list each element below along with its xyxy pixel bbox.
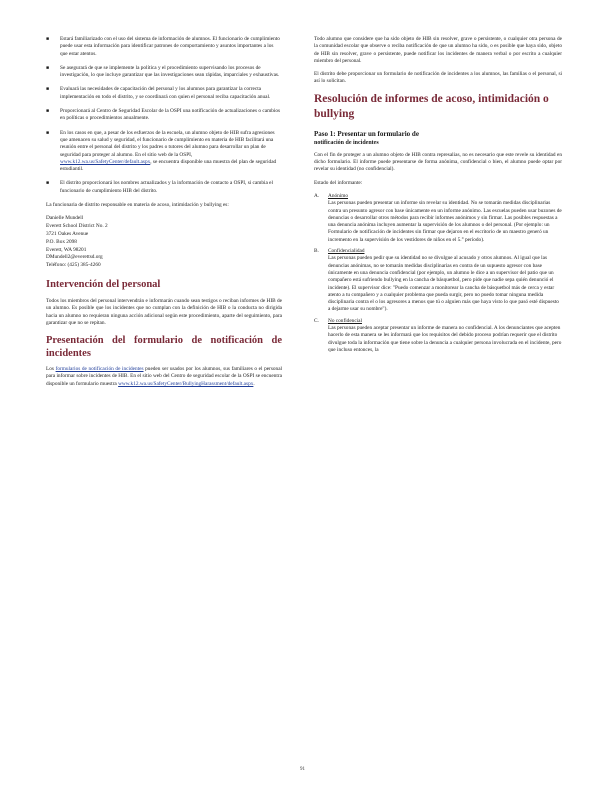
option-text: Las personas pueden presentar un informe sin revelar su identidad. No se tomarán medidas disciplinarias contra un presunto agresor con base únicamente en un informe anónimo. Las escuelas pueden usar buzones de denuncias o desarrollar otros métodos para recibir informes anónimos y sin firmar. Las posibles respuestas a una denuncia anónima incluyen aumentar la supervisión de los alumnos o del personal. (Por ejemplo: un Formulario de notificación de incidentes sin firmar que dejaron en el escritorio de un maestro generó un incremento en la supervisión de los vestidores de niños en el 5.° período). bbox=[328, 200, 562, 243]
option-text: Las personas pueden pedir que su identidad no se divulgue al acusado y otros alumnos. Al igual que las denuncias anónimas, no se tomarán medidas disciplinarias en contra de un supuesto agresor con base únicamente en una denuncia confidencial (por ejemplo, un alumno le dice a un supervisor del patio que un compañero está sufriendo bullying en la cancha de básquetbol, pero pide que nadie sepa quién denunció el incidente). El supervisor dice: "Puedo comenzar a monitorear la cancha de básquetbol más de cerca y estar atento a tu compañero y a cualquier problema que pueda surgir, pero no puedo tomar ninguna medida disciplinaria contra el o los agresores a menos que tú o alguien más que haya visto lo que pasó esté dispuesto a dejarme usar su nombre"). bbox=[328, 255, 559, 313]
bullet-text: En los casos en que, a pesar de los esfuerzos de la escuela, un alumno objeto de HIB sufra agresiones que amenacen su salud y seguridad, el funcionario de cumplimiento en materia de HIB facilitará una reunión entre el personal del distrito y los padres o tutores del alumno para desarrollar un plan de seguridad para proteger al alumno. En el sitio web de la OSPI, bbox=[60, 129, 275, 158]
contact-organization: Everett School District No. 2 bbox=[46, 223, 108, 230]
bullet-icon: ■ bbox=[46, 109, 50, 115]
page-number: 91 bbox=[300, 767, 305, 772]
section-heading-resolution: Resolución de informes de acoso, intimidación o bullying bbox=[314, 92, 549, 120]
contact-po-box: P.O. Box 2098 bbox=[46, 238, 77, 245]
bullet-icon: ■ bbox=[46, 87, 50, 93]
bullet-text-tail: , se encuentra disponible una muestra del plan de seguridad estudiantil. bbox=[60, 158, 277, 173]
left-column bbox=[46, 36, 282, 394]
contact-address: 3721 Oakes Avenue bbox=[46, 230, 89, 237]
list-item bbox=[46, 130, 282, 174]
list-item: ■ Evaluará las necesidades de capacitación del personal y los alumnos para garantizar la correcta implementación en todo el distrito, y se coordinará con quien el personal reciba capacitación anual. bbox=[46, 86, 271, 100]
list-item: ■ Proporcionará al Centro de Seguridad Escolar de la OSPI una notificación de actualizaciones o cambios en políticas o procedimientos anualmente. bbox=[46, 108, 281, 122]
district-note: El distrito debe proporcionar un formulario de notificación de incidentes a los alumnos, las familias o el personal, si así lo solicitan. bbox=[314, 71, 562, 85]
staff-paragraph: Todos los miembros del personal intervendrán e informarán cuando sean testigos o reciban informes de HIB de un alumno. Es posible que los incidentes que no cumplan con la definición de HIB o la conducta no dirigida hacia un alumno no requieran ninguna acción adicional según este procedimiento, aparte del seguimiento, para garantizar que no se repitan. bbox=[46, 297, 282, 326]
contact-email: DMundell2@everettsd.org bbox=[46, 254, 103, 261]
contact-block bbox=[46, 215, 282, 269]
contact-name: Danielle Mundell bbox=[46, 215, 84, 222]
list-item: ■ El distrito proporcionará los nombres actualizados y la información de contacto a OSPI, si cambia el funcionario de cumplimiento HIB del distrito. bbox=[46, 180, 273, 194]
officer-intro: La funcionaria de distrito responsable en materia de acoso, intimidación y bullying es: bbox=[46, 202, 229, 209]
option-anonymous: A. Anónimo Las personas pueden presentar un informe sin revelar su identidad. No se tomarán medidas disciplinarias contra un presunto agresor con base únicamente en un informe anónimo. Las escuelas pueden usar buzones de denuncias o desarrollar otros métodos para recibir informes anónimos y sin firmar. Las posibles respuestas a una denuncia anónima incluyen aumentar la supervisión de los alumnos o del personal. (Por ejemplo: un Formulario de notificación de incidentes sin firmar que dejaron en el escritorio de un maestro generó un incremento en la supervisión de los vestidores de niños en el 5.° período). bbox=[314, 192, 562, 243]
option-title: No confidencial bbox=[328, 317, 362, 324]
option-title: Confidencialidad bbox=[328, 248, 365, 255]
bullet-icon: ■ bbox=[46, 130, 50, 136]
status-label: Estado del informante: bbox=[314, 179, 363, 186]
bullying-harassment-link[interactable]: www.k12.wa.us/SafetyCenter/BullyingHarassment/default.aspx bbox=[118, 380, 254, 387]
ospi-safety-center-link[interactable]: www.k12.wa.us/SafetyCenter/default.aspx bbox=[60, 158, 151, 165]
incident-form-link[interactable]: formularios de notificación de incidentes bbox=[55, 366, 144, 373]
bullet-icon: ■ bbox=[46, 181, 50, 187]
bullet-icon: ■ bbox=[46, 37, 50, 42]
list-item: ■ Estará familiarizado con el uso del sistema de información de alumnos. El funcionario de cumplimiento puede usar esta información para identificar patrones de comportamiento y asuntos importantes a los que estar atentos. bbox=[46, 36, 280, 57]
list-item: ■ Se asegurará de que se implemente la política y el procedimiento supervisando los procesos de investigación, lo que incluye garantizar que las investigaciones sean rápidas, imparciales y exhaustivas. bbox=[46, 64, 280, 79]
option-title: Anónimo bbox=[328, 192, 349, 199]
step-paragraph: Con el fin de proteger a un alumno objeto de HIB contra represalias, no es necesario que este revele su identidad en dicho formulario. El informe puede presentarse de forma anónima, confidencial o bien, el alumno puede optar por revelar su identidad (no confidencial). bbox=[314, 151, 562, 173]
section-heading-form: Presentación del formulario de notificación de incidentes bbox=[46, 335, 282, 359]
contact-phone: Teléfono: (425) 385-4260 bbox=[46, 262, 101, 269]
intro-paragraph: Todo alumno que considere que ha sido objeto de HIB sin resolver, grave o persistente, o cualquier otra persona de la comunidad escolar que observe o reciba notificación de que un alumno ha sido, o es posible que haya sido, objeto de HIB sin resolver, grave o persistente, puede notificar los incidentes de manera verbal o por escrito a cualquier miembro del personal. bbox=[314, 36, 562, 64]
contact-city: Everett, WA 98201 bbox=[46, 246, 87, 253]
step-heading: Paso 1: Presentar un formulario de notificación de incidentes bbox=[314, 129, 419, 146]
section-heading-staff: Intervención del personal bbox=[46, 279, 161, 291]
option-non-confidential: C. No confidencial Las personas pueden aceptar presentar un informe de manera no confidencial. A los denunciantes que acepten hacerlo de esta manera se les informará que los requisitos del debido proceso podrían requerir que el distrito divulgue toda la información que tiene sobre la denuncia a cualquier persona involucrada en el incidente, pero que incluso entonces, la bbox=[314, 317, 562, 353]
option-text: Las personas pueden aceptar presentar un informe de manera no confidencial. A los denunciantes que acepten hacerlo de esta manera se les informará que los requisitos del debido proceso podrían requerir que el distrito divulgue toda la información que tiene sobre la denuncia a cualquier persona involucrada en el incidente, pero que incluso entonces, la bbox=[328, 325, 562, 353]
right-column bbox=[314, 36, 562, 354]
option-confidential: B. Confidencialidad Las personas pueden pedir que su identidad no se divulgue al acusado y otros alumnos. Al igual que las denuncias anónimas, no se tomarán medidas disciplinarias en contra de un supuesto agresor con base únicamente en una denuncia confidencial (por ejemplo, un alumno le dice a un supervisor del patio que un compañero está sufriendo bullying en la cancha de básquetbol, pero pide que nadie sepa quién denunció el incidente). El supervisor dice: "Puedo comenzar a monitorear la cancha de básquetbol más de cerca y estar atento a tu compañero y a cualquier problema que pueda surgir, pero no puedo tomar ninguna medida disciplinaria contra el o los agresores a menos que tú o alguien más que haya visto lo que pasó esté dispuesto a dejarme usar su nombre"). bbox=[314, 248, 562, 314]
form-paragraph: Los formularios de notificación de incidentes pueden ser usados por los alumnos, sus familiares o el personal para informar sobre incidentes de HIB. En el sitio web del Centro de seguridad escolar de la OSPI se encuentra disponible un formulario muestra www.k12.wa.us/SafetyCenter/BullyingHarassment/default.aspx. bbox=[46, 366, 283, 387]
bullet-icon: ■ bbox=[46, 65, 50, 71]
